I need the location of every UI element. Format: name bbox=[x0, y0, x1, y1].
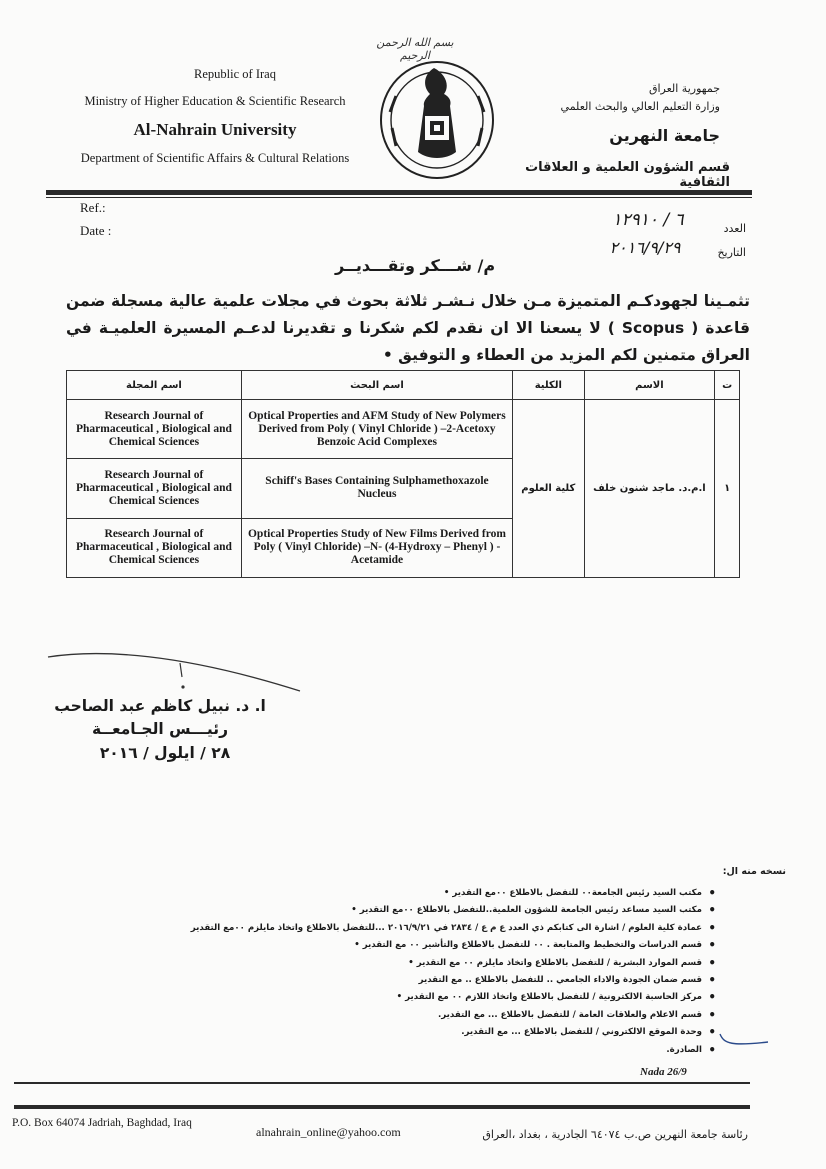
typist-initials: Nada 26/9 bbox=[640, 1066, 687, 1078]
header-university-ar: جامعة النهرين bbox=[609, 126, 720, 145]
list-item: • مركز الحاسبة الالكترونية / للتفضل بالاطلاع واتخاذ اللازم ٠٠ مع التقدير • bbox=[116, 989, 716, 1006]
signature-scribble-icon bbox=[40, 645, 310, 700]
col-no: ت bbox=[715, 371, 740, 400]
list-item: • مكتب السيد مساعد رئيس الجامعة للشؤون العلمية..للتفضل بالاطلاع ٠٠مع التقدير • bbox=[116, 902, 716, 919]
footer-rule bbox=[14, 1082, 750, 1084]
header-country-en: Republic of Iraq bbox=[194, 67, 276, 81]
header-rule bbox=[46, 190, 752, 195]
paper-2-title: Schiff's Bases Containing Sulphamethoxazole Nucleus bbox=[241, 459, 512, 518]
cc-list bbox=[116, 885, 716, 1059]
list-item: • قسم ضمان الجودة والاداء الجامعي .. للتفضل بالاطلاع .. مع التقدير bbox=[116, 972, 716, 989]
paper-1-journal: Research Journal of Pharmaceutical , Biological and Chemical Sciences bbox=[67, 400, 242, 459]
number-label: العدد bbox=[723, 222, 746, 235]
col-college: الكلية bbox=[513, 371, 585, 400]
list-item: • قسم الاعلام والعلاقات العامة / للتفضل بالاطلاع ... مع التقدير. bbox=[116, 1007, 716, 1024]
footer-email: alnahrain_online@yahoo.com bbox=[256, 1125, 401, 1139]
footer-address-en: P.O. Box 64074 Jadriah, Baghdad, Iraq bbox=[12, 1117, 192, 1129]
subject-heading: م/ شـــكر وتقـــديــر bbox=[334, 256, 496, 275]
college-cell: كلية العلوم bbox=[513, 400, 585, 578]
signatory-name: ا. د. نبيل كاظم عبد الصاحب bbox=[54, 697, 266, 715]
list-item: • قسم الموارد البشرية / للتفضل بالاطلاع واتخاذ مايلزم ٠٠ مع التقدير • bbox=[116, 955, 716, 972]
col-research: اسم البحث bbox=[241, 371, 512, 400]
table-row bbox=[67, 400, 740, 459]
col-journal: اسم المجلة bbox=[67, 371, 242, 400]
papers-table bbox=[66, 370, 740, 578]
basmala: بسم الله الرحمن الرحيم bbox=[376, 36, 454, 62]
footer-rule-thick bbox=[14, 1105, 750, 1109]
header-country-ar: جمهورية العراق bbox=[648, 82, 720, 95]
list-item: • عمادة كلية العلوم / اشارة الى كتابكم ذي العدد ع م ع / ٢٨٣٤ في ٢٠١٦/٩/٢١ ...للتفضل بالاطلاع واتخاذ مايلزم ٠٠مع التقدير bbox=[116, 920, 716, 937]
header-rule-thin bbox=[46, 197, 752, 198]
paper-3-journal: Research Journal of Pharmaceutical , Biological and Chemical Sciences bbox=[67, 518, 242, 577]
header-ministry-ar: وزارة التعليم العالي والبحث العلمي bbox=[560, 100, 720, 113]
ref-label: Ref.: bbox=[80, 200, 106, 215]
header-university-en: Al-Nahrain University bbox=[133, 120, 297, 139]
footer-address-ar: رئاسة جامعة النهرين ص.ب ٦٤٠٧٤ الجادرية ، بغداد ،العراق bbox=[482, 1128, 748, 1141]
signature-date: ٢٨ / ايلول / ٢٠١٦ bbox=[99, 744, 231, 762]
signatory-title: رئيـــس الجـامعــة bbox=[91, 720, 229, 738]
col-name: الاسم bbox=[584, 371, 715, 400]
date-label-ar: التاريخ bbox=[717, 246, 746, 259]
paper-3-title: Optical Properties Study of New Films Derived from Poly ( Vinyl Chloride) –N- (4-Hydroxy – Phenyl ) - Acetamide bbox=[241, 518, 512, 577]
paper-1-title: Optical Properties and AFM Study of New Polymers Derived from Poly ( Vinyl Chloride ) –2-Acetoxy Benzoic Acid Complexes bbox=[241, 400, 512, 459]
header-department-ar: قسم الشؤون العلمية و العلاقات الثقافية bbox=[525, 160, 730, 190]
cc-heading: نسخه منه ال: bbox=[722, 866, 786, 877]
body-text: تثمـينا لجهودكـم المتميزة مـن خلال نـشـر ثلاثة بحوث في مجلات علمية عالية مسجلة ضمن قاعدة ( Scopus ) لا يسعنا الا ان نقدم لكم شكرنا و تقديرنا لدعـم المسيرة العلميـة في العراق متمنين لكم المزيد من العطاء و التوفيق • bbox=[66, 292, 750, 364]
pen-mark-icon bbox=[718, 1028, 772, 1052]
row-number-cell: ١ bbox=[715, 400, 740, 578]
date-label: Date : bbox=[80, 223, 112, 238]
header-department-en: Department of Scientific Affairs & Cultural Relations bbox=[80, 151, 350, 165]
number-value: ٦ / ١٢٩١٠ bbox=[612, 210, 684, 230]
list-item: • وحدة الموقع الالكتروني / للتفضل بالاطلاع ... مع التقدير. bbox=[116, 1024, 716, 1041]
list-item: • قسم الدراسات والتخطيط والمتابعة . ٠٠ للتفضل بالاطلاع والتأشير ٠٠ مع التقدير • bbox=[116, 937, 716, 954]
list-item: • مكتب السيد رئيس الجامعة٠٠ للتفضل بالاطلاع ٠٠مع التقدير • bbox=[116, 885, 716, 902]
header-ministry-en: Ministry of Higher Education & Scientific Research bbox=[84, 94, 346, 108]
paper-2-journal: Research Journal of Pharmaceutical , Biological and Chemical Sciences bbox=[67, 459, 242, 518]
list-item: • الصادرة. bbox=[116, 1042, 716, 1059]
name-cell: ا.م.د. ماجد شنون خلف bbox=[584, 400, 715, 578]
date-value: ٢٠١٦/٩/٢٩ bbox=[609, 238, 681, 257]
